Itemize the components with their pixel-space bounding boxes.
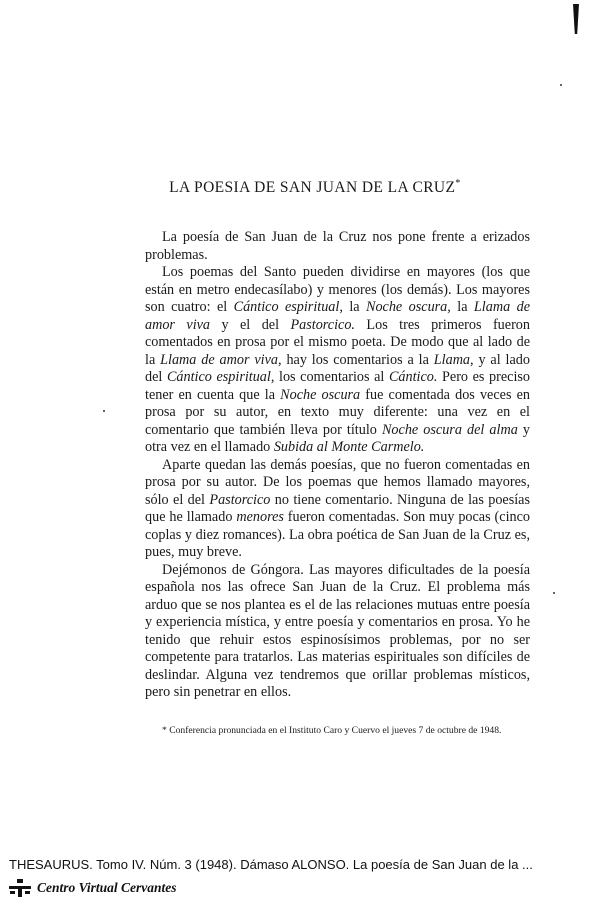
italic-title: Llama de amor viva,	[160, 351, 282, 368]
logo-text: Centro Virtual Cervantes	[37, 880, 177, 895]
italic-title: Llama,	[433, 351, 474, 368]
scan-speck	[103, 410, 105, 412]
body-paragraph: Dejémonos de Góngora. Las mayores dificultades de la poesía española nos las ofrece San Juan de la Cruz. El problema más arduo que se nos plantea es el de las relaciones mutuas entre poesía y experiencia mística, y entre poesía y comentarios en prosa. Yo he tenido que rehuir estos espinosísimos problemas, por no ser competente para tratarlos. Las materias espirituales son difíciles de deslindar. Alguna vez tendremos que orillar problemas místicos, pero sin penetrar en ellos.	[145, 561, 530, 700]
italic-title: Pastorcico	[209, 491, 271, 508]
footnote	[145, 724, 530, 738]
italic-title: menores	[236, 509, 284, 525]
cvc-logo[interactable]	[9, 877, 177, 899]
body-paragraph: La poesía de San Juan de la Cruz nos pone frente a erizados problemas.	[145, 229, 530, 263]
scan-speck	[560, 84, 562, 86]
italic-title: Noche oscura	[280, 386, 361, 403]
body-paragraph: Los poemas del Santo pueden dividirse en mayores (los que están en metro endecasílabo) y menores (los demás). Los mayores son cuatro: el Cántico espiritual, la Noche oscura, la Llama de amor viva y el del Pastorcico. Los tres primeros fueron comentados en prosa por el mismo poeta. De modo que al lado de la Llama de amor viva, hay los comentarios a la Llama, y al lado del Cántico espiritual, los comentarios al Cántico. Pero es preciso tener en cuenta que la Noche oscura fue comentada dos veces en prosa por su autor, en texto muy diferente: una vez en el comentario que también lleva por título Noche oscura del alma y otra vez en el llamado Subida al Monte Carmelo.	[145, 264, 531, 455]
italic-title: Pastorcico.	[290, 316, 355, 333]
italic-title: Cántico espiritual,	[166, 369, 275, 385]
body-paragraph: Aparte quedan las demás poesías, que no fueron comentadas en prosa por su autor. De los poemas que hemos llamado mayores, sólo el del Pastorcico no tiene comentario. Ninguna de las poesías que he llamado menores fueron comentadas. Son muy pocas (cinco coplas y diez romances). La obra poética de San Juan de la Cruz es, pues, muy breve.	[145, 456, 530, 560]
italic-title: Noche oscura del alma	[381, 421, 518, 438]
footnote-text: * Conferencia pronunciada en el Instituto Caro y Cuervo el jueves 7 de octubre de 1948.	[162, 725, 502, 736]
italic-title: Subida al Monte Carmelo.	[273, 439, 425, 455]
scan-mark	[573, 4, 579, 34]
citation-line: THESAURUS. Tomo IV. Núm. 3 (1948). Dámaso ALONSO. La poesía de San Juan de la ...	[9, 857, 533, 872]
italic-title: Cántico.	[388, 369, 438, 385]
italic-title: Noche oscura,	[365, 299, 451, 315]
italic-title: Cántico espiritual,	[233, 299, 343, 315]
scan-speck	[553, 592, 555, 594]
article-title: LA POESIA DE SAN JUAN DE LA CRUZ*	[169, 178, 461, 197]
cervantes-logo-icon	[9, 879, 31, 897]
italic-title: Llama de amor viva	[145, 299, 530, 333]
article-body	[145, 229, 530, 702]
